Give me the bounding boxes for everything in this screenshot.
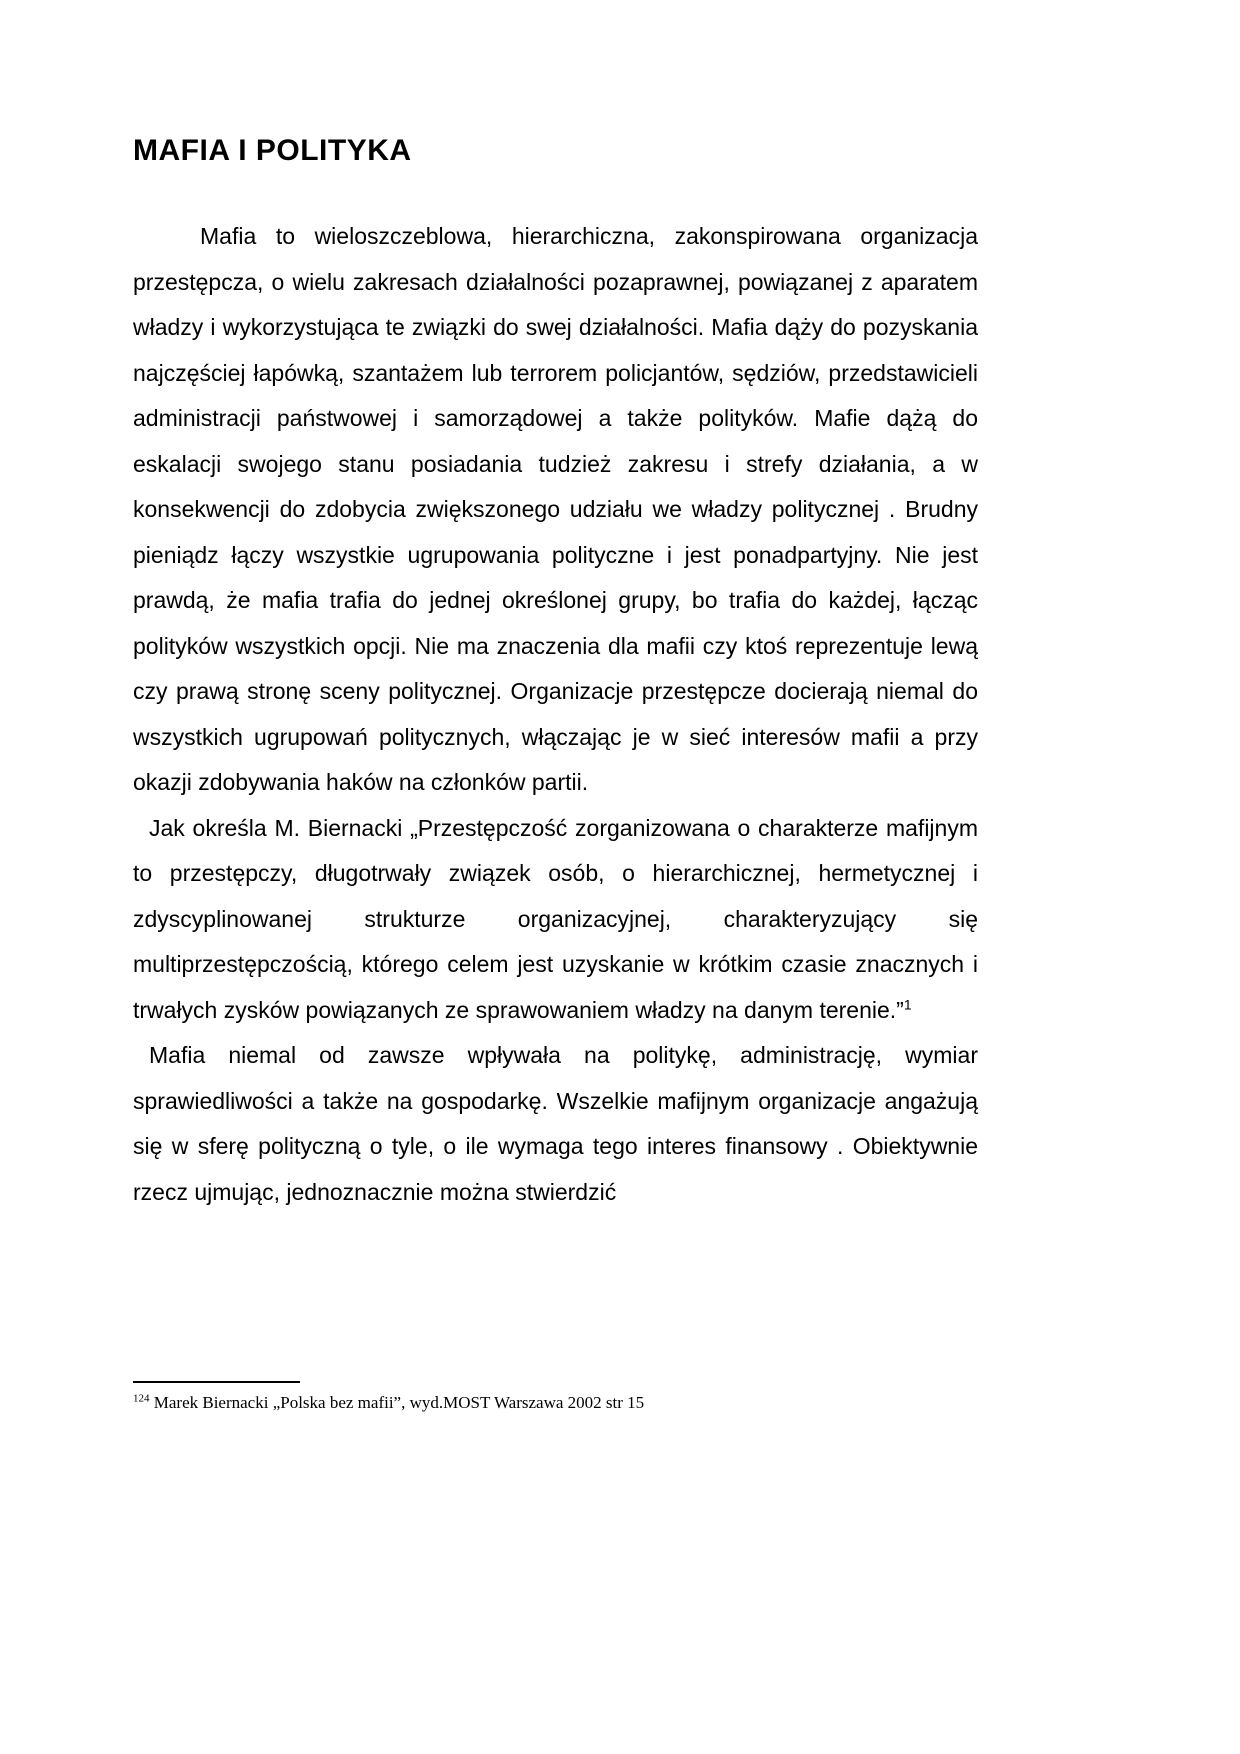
footnote-separator (133, 1381, 300, 1383)
paragraph-quote (133, 806, 978, 1034)
document-body (133, 134, 978, 1215)
footnote-marker: 124 (133, 1392, 150, 1405)
footnote-text: Marek Biernacki „Polska bez mafii”, wyd.MOST Warszawa 2002 str 15 (153, 1393, 645, 1412)
paragraph-closing: Mafia niemal od zawsze wpływała na politykę, administrację, wymiar sprawiedliwości a także na gospodarkę. Wszelkie mafijnym organizacje angażują się w sferę polityczną o tyle, o ile wymaga tego interes finansowy . Obiektywnie rzecz ujmując, jednoznacznie można stwierdzić (133, 1042, 978, 1205)
footnote-reference: 1 (903, 995, 912, 1012)
footnote-section (133, 1381, 978, 1414)
footnote (133, 1392, 978, 1414)
paragraph-intro: Mafia to wieloszczeblowa, hierarchiczna, zakonspirowana organizacja przestępcza, o wielu zakresach działalności pozaprawnej, powiązanej z aparatem władzy i wykorzystująca te związki do swej działalności. Mafia dąży do pozyskania najczęściej łapówką, szantażem lub terrorem policjantów, sędziów, przedstawicieli administracji państwowej i samorządowej a także polityków. Mafie dążą do eskalacji swojego stanu posiadania tudzież zakresu i strefy działania, a w konsekwencji do zdobycia zwiększonego udziału we władzy politycznej . Brudny pieniądz łączy wszystkie ugrupowania polityczne i jest ponadpartyjny. Nie jest prawdą, że mafia trafia do jednej określonej grupy, bo trafia do każdej, łącząc polityków wszystkich opcji. Nie ma znaczenia dla mafii czy ktoś reprezentuje lewą czy prawą stronę sceny politycznej. Organizacje przestępcze docierają niemal do wszystkich ugrupowań politycznych, włączając je w sieć interesów mafii a przy okazji zdobywania haków na członków partii. (133, 223, 978, 795)
paragraph-quote-text: Jak określa M. Biernacki „Przestępczość zorganizowana o charakterze mafijnym to przestępczy, długotrwały związek osób, o hierarchicznej, hermetycznej i zdyscyplinowanej strukturze organizacyjnej, charakteryzujący się multiprzestępczością, którego celem jest uzyskanie w krótkim czasie znacznych i trwałych zysków powiązanych ze sprawowaniem władzy na danym terenie.” (133, 814, 978, 1023)
document-title: MAFIA I POLITYKA (133, 134, 412, 167)
